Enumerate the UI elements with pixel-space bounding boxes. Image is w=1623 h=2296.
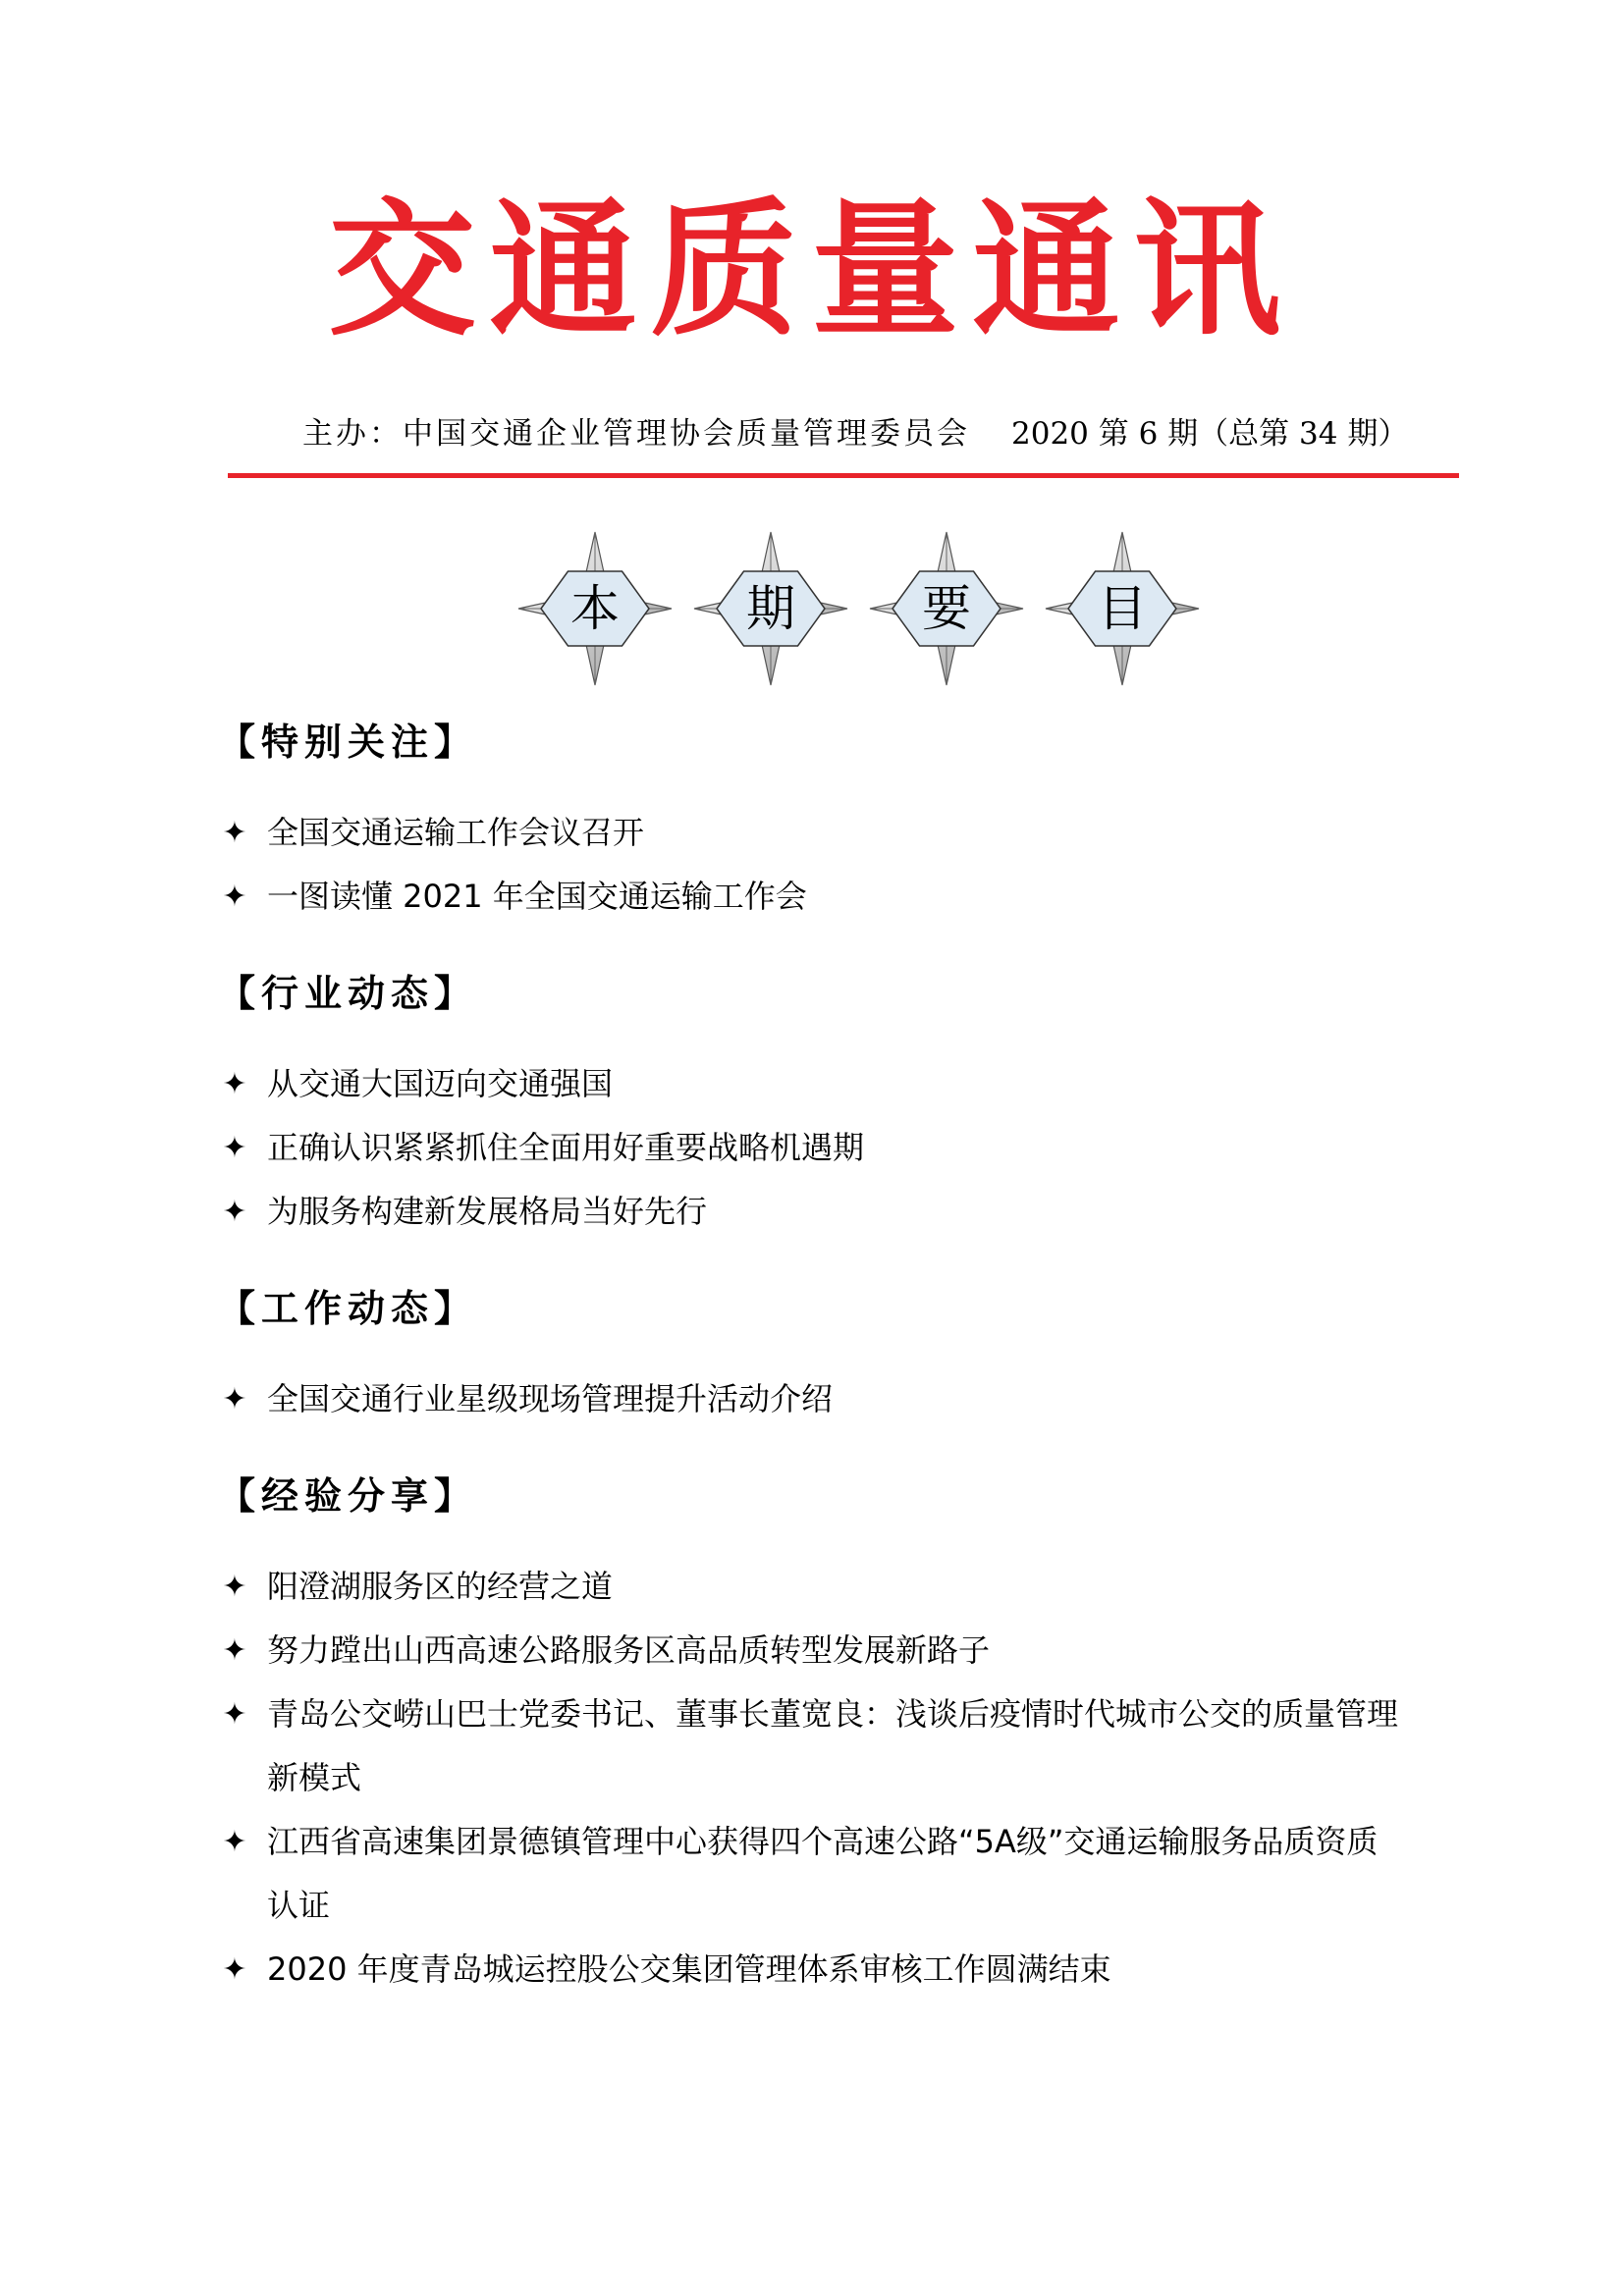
list-item <box>218 1619 1475 1682</box>
sponsor-text: 主办：中国交通企业管理协会质量管理委员会 <box>302 416 970 452</box>
star-bullet-icon: ✦ <box>222 880 247 914</box>
list-item-text: 江西省高速集团景德镇管理中心获得四个高速公路“5A级”交通运输服务品质资质 <box>267 1823 1379 1860</box>
list-item-text: 为服务构建新发展格局当好先行 <box>267 1193 708 1230</box>
list-item <box>218 865 1475 929</box>
star-bullet-icon: ✦ <box>222 1633 247 1668</box>
star-bullet-icon: ✦ <box>222 1825 247 1859</box>
star-bullet-icon: ✦ <box>222 1570 247 1604</box>
star-bullet-icon: ✦ <box>222 1952 247 1987</box>
banner-char-1: 本 <box>570 580 620 637</box>
section-heading-experience-sharing: 【经验分享】 <box>218 1473 478 1518</box>
star-bullet-icon: ✦ <box>222 1382 247 1416</box>
star-bullet-icon: ✦ <box>222 1195 247 1229</box>
list-item <box>218 801 1475 865</box>
list-item-text: 全国交通行业星级现场管理提升活动介绍 <box>267 1380 834 1417</box>
section-heading-work-news: 【工作动态】 <box>218 1286 478 1330</box>
list-item <box>218 1116 1475 1180</box>
list-item-text: 阳澄湖服务区的经营之道 <box>267 1568 614 1605</box>
list-item <box>218 1367 1475 1431</box>
list-item-text: 从交通大国迈向交通强国 <box>267 1065 614 1102</box>
star-bullet-icon: ✦ <box>222 1067 247 1101</box>
list-item-text: 全国交通运输工作会议召开 <box>267 814 645 851</box>
star-bullet-icon: ✦ <box>222 816 247 850</box>
list-item-text: 正确认识紧紧抓住全面用好重要战略机遇期 <box>267 1129 865 1166</box>
section-heading-industry-news: 【行业动态】 <box>218 971 478 1015</box>
list-item-text: 一图读懂 2021 年全国交通运输工作会 <box>267 878 807 915</box>
banner-char-4: 目 <box>1098 580 1147 637</box>
list-item <box>218 1180 1475 1244</box>
list-item-text: 2020 年度青岛城运控股公交集团管理体系审核工作圆满结束 <box>267 1950 1111 1988</box>
masthead-title: 交通质量通讯 <box>328 184 1295 356</box>
issue-number: 2020 第 6 期（总第 34 期） <box>1011 416 1409 452</box>
list-item <box>218 1682 1475 1810</box>
banner-char-3: 要 <box>922 580 971 637</box>
list-item <box>218 1938 1475 2002</box>
star-bullet-icon: ✦ <box>222 1697 247 1732</box>
list-item-text: 努力蹚出山西高速公路服务区高品质转型发展新路子 <box>267 1631 991 1669</box>
banner-char-2: 期 <box>746 580 795 637</box>
issue-line <box>0 412 1623 455</box>
list-item <box>218 1810 1475 1938</box>
contents-banner <box>506 530 1217 687</box>
star-bullet-icon: ✦ <box>222 1131 247 1165</box>
header-divider <box>228 473 1459 478</box>
list-item-text-continued: 认证 <box>267 1887 331 1924</box>
list-item <box>218 1052 1475 1116</box>
list-item-text: 青岛公交崂山巴士党委书记、董事长董宽良：浅谈后疫情时代城市公交的质量管理 <box>267 1695 1399 1733</box>
section-heading-special-focus: 【特别关注】 <box>218 720 478 764</box>
list-item <box>218 1555 1475 1619</box>
list-item-text-continued: 新模式 <box>267 1759 362 1796</box>
